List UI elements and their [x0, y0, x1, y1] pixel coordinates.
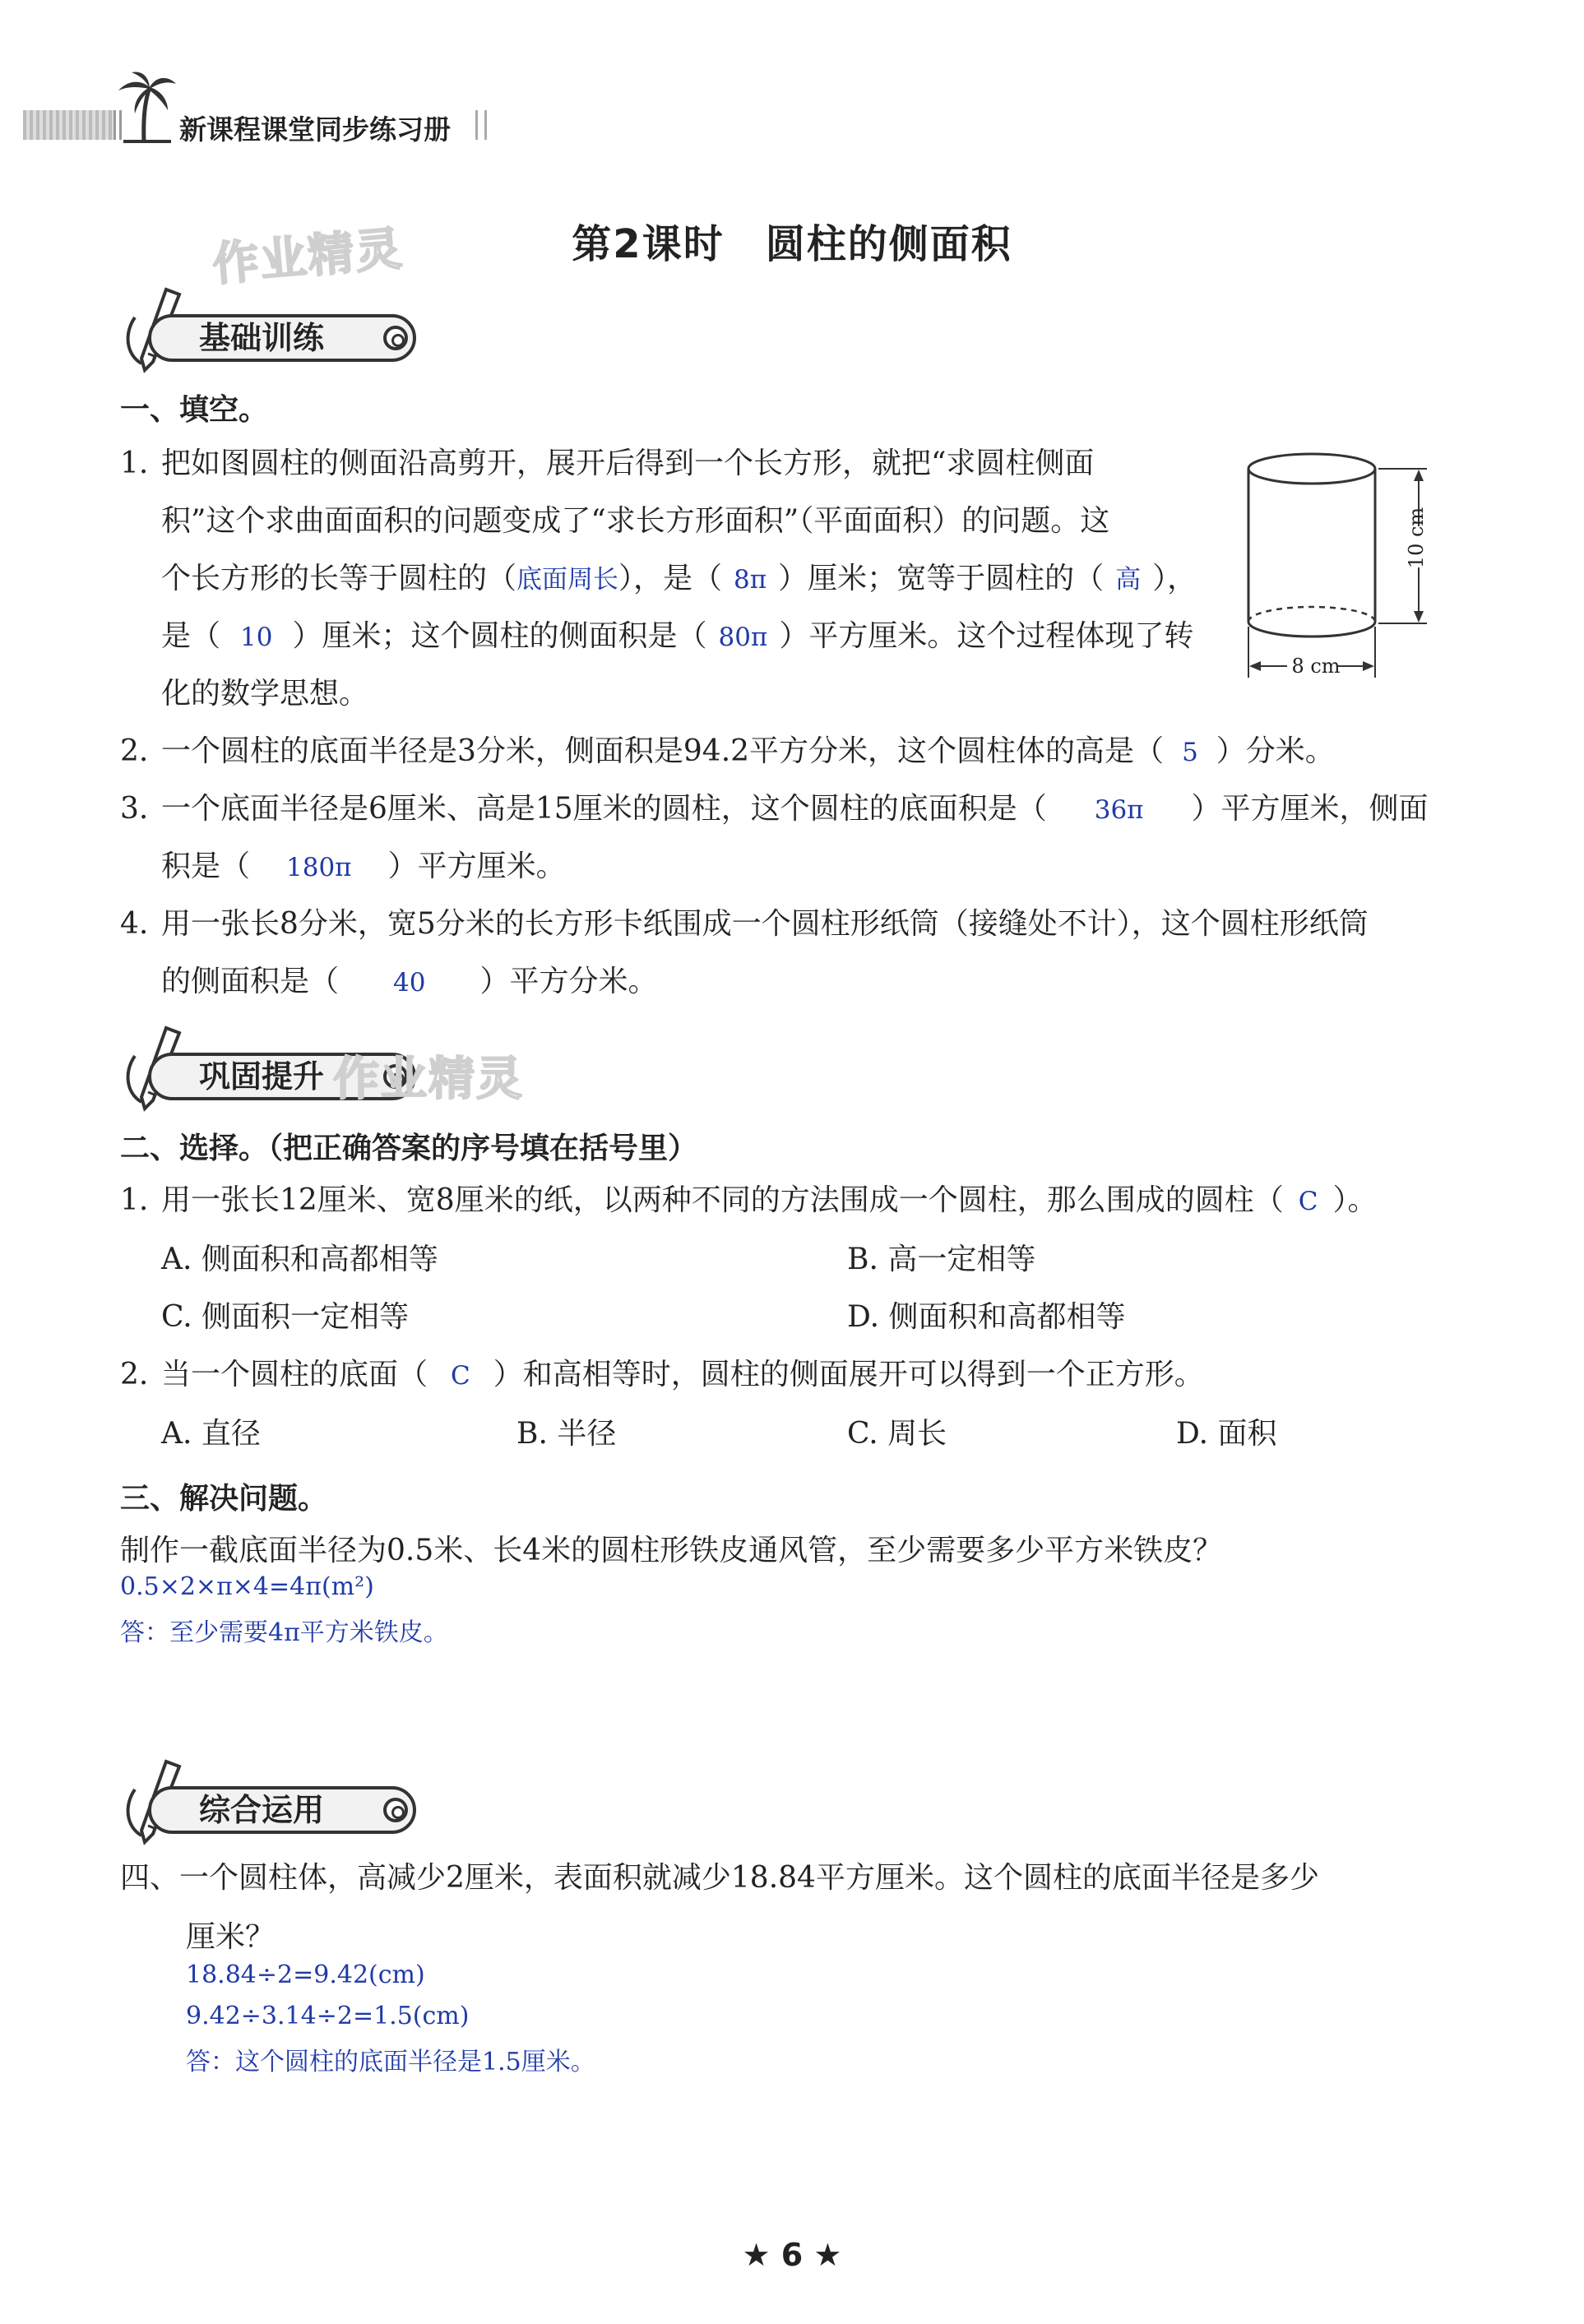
option: D. 面积 — [1176, 1417, 1277, 1451]
option: A. 侧面积和高都相等 — [161, 1243, 438, 1276]
text: ）分米。 — [1216, 734, 1335, 768]
q4-text — [161, 965, 657, 999]
problem-text: 制作一截底面半径为0.5米、长4米的圆柱形铁皮通风管，至少需要多少平方米铁皮？ — [120, 1534, 1223, 1567]
choice-q2-number: 2. — [120, 1358, 149, 1391]
option: C. 侧面积一定相等 — [161, 1300, 410, 1334]
answer: 10 — [240, 623, 273, 652]
choice-q1-text — [161, 1184, 1377, 1218]
text: 积是（ — [161, 850, 251, 883]
text: ），是（ — [618, 562, 723, 595]
text: ）平方厘米。这个过程体现了转 — [779, 619, 1194, 653]
page-number: ★ 6 ★ — [742, 2237, 842, 2273]
answer: 8π — [734, 565, 767, 595]
option: D. 侧面积和高都相等 — [847, 1300, 1126, 1334]
badge-label: 巩固提升 — [148, 1053, 416, 1100]
text: ）平方厘米。 — [387, 850, 566, 883]
solution-line: 9.42÷3.14÷2=1.5(cm) — [186, 2002, 470, 2030]
text: ）厘米；这个圆柱的侧面积是（ — [292, 619, 707, 653]
answer: 80π — [718, 623, 768, 652]
section-heading: 一、填空。 — [120, 393, 269, 427]
text: ）厘米；宽等于圆柱的（ — [778, 562, 1105, 595]
q1-text: 化的数学思想。 — [161, 677, 369, 711]
badge-label: 综合运用 — [148, 1786, 416, 1834]
text: ）。 — [1332, 1183, 1378, 1217]
option: B. 半径 — [516, 1417, 617, 1451]
choice-q2-text — [161, 1359, 1204, 1392]
text: 一个底面半径是6厘米、高是15厘米的圆柱，这个圆柱的底面积是（ — [161, 792, 1047, 826]
problem-text: 厘米？ — [186, 1920, 276, 1954]
answer: 36π — [1094, 795, 1144, 825]
diameter-label: 8 cm — [1291, 655, 1341, 678]
answer: 高 — [1115, 565, 1142, 595]
ring-icon — [383, 326, 408, 350]
q1-text: 积”这个求曲面面积的问题变成了“求长方形面积”（平面面积）的问题。这 — [161, 504, 1110, 538]
q1-text: 把如图圆柱的侧面沿高剪开，展开后得到一个长方形，就把“求圆柱侧面 — [161, 447, 1095, 480]
q4-text: 用一张长8分米，宽5分米的长方形卡纸围成一个圆柱形纸筒（接缝处不计），这个圆柱形纸筒 — [161, 907, 1369, 941]
answer: 底面周长 — [516, 565, 619, 595]
section-heading: 三、解决问题。 — [120, 1482, 328, 1516]
text: 当一个圆柱的底面（ — [161, 1358, 428, 1391]
option: A. 直径 — [161, 1417, 261, 1451]
text: 的侧面积是（ — [161, 965, 340, 998]
answer: 40 — [393, 968, 426, 998]
header-decoration — [23, 110, 113, 140]
answer: 5 — [1182, 738, 1198, 767]
text: ）， — [1152, 562, 1197, 595]
badge-label: 基础训练 — [148, 314, 416, 362]
option: B. 高一定相等 — [847, 1243, 1036, 1276]
q2-text — [161, 735, 1335, 769]
q3-text — [161, 850, 566, 884]
text: ）和高相等时，圆柱的侧面展开可以得到一个正方形。 — [493, 1358, 1204, 1391]
text: 个长方形的长等于圆柱的（ — [161, 562, 517, 595]
text: 是（ — [161, 619, 221, 653]
option: C. 周长 — [847, 1417, 947, 1451]
text: ）平方分米。 — [479, 965, 658, 998]
section-heading: 二、选择。（把正确答案的序号填在括号里） — [120, 1132, 698, 1165]
q3-number: 3. — [120, 792, 149, 826]
q1-number: 1. — [120, 447, 149, 480]
q2-number: 2. — [120, 734, 149, 768]
solution-line: 0.5×2×π×4=4π(m²) — [120, 1572, 374, 1601]
header-divider — [475, 110, 487, 140]
ring-icon — [383, 1798, 408, 1822]
watermark: 作业精灵 — [333, 1053, 524, 1106]
problem-text: 四、一个圆柱体，高减少2厘米，表面积就减少18.84平方厘米。这个圆柱的底面半径是多少 — [120, 1861, 1319, 1895]
text: 一个圆柱的底面半径是3分米，侧面积是94.2平方分米，这个圆柱体的高是（ — [161, 734, 1165, 768]
text: ）平方厘米，侧面 — [1191, 792, 1429, 826]
book-title: 新课程课堂同步练习册 — [179, 113, 451, 146]
solution-answer: 答：至少需要4π平方米铁皮。 — [120, 1618, 448, 1647]
answer: 180π — [286, 853, 352, 882]
choice-q1-number: 1. — [120, 1183, 149, 1217]
answer: C — [451, 1361, 470, 1391]
q4-number: 4. — [120, 907, 149, 941]
q1-text — [161, 620, 1193, 654]
text: 用一张长12厘米、宽8厘米的纸，以两种不同的方法围成一个圆柱，那么围成的圆柱（ — [161, 1183, 1284, 1217]
solution-answer: 答：这个圆柱的底面半径是1.5厘米。 — [186, 2048, 595, 2076]
answer: C — [1298, 1187, 1318, 1216]
watermark: 作业精灵 — [211, 221, 405, 292]
height-label: 10 cm — [1405, 507, 1428, 569]
solution-line: 18.84÷2=9.42(cm) — [186, 1961, 425, 1989]
q3-text — [161, 793, 1429, 826]
q1-text — [161, 562, 1197, 596]
page-title: 第2课时 圆柱的侧面积 — [572, 221, 1012, 267]
palm-tree-icon — [107, 69, 178, 145]
